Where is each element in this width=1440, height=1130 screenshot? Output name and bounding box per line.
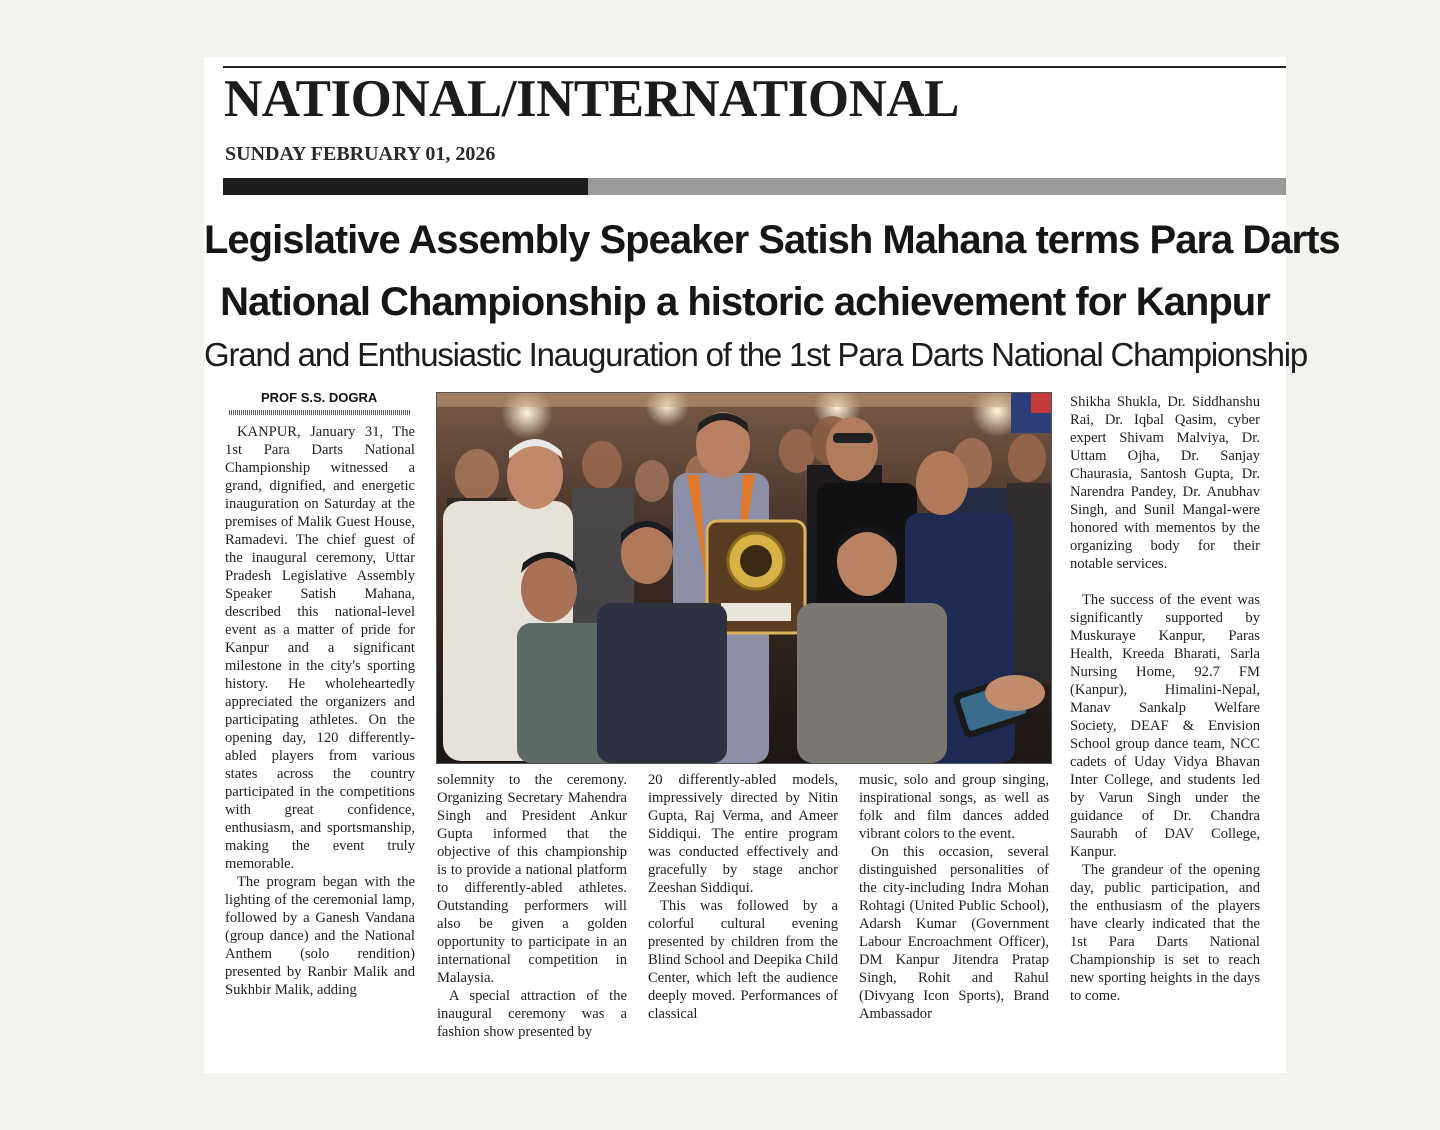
- header-band-gray: [588, 178, 1286, 195]
- paragraph: solemnity to the ceremony. Organizing Secretary Mahendra Singh and President Ankur Gupta informed that the objective of this championship is to provide a national platform to differently-abled athletes. Outstanding performers will also be given a golden opportunity to participate in an international competition in Malaysia.: [437, 772, 627, 986]
- headline-line-1: Legislative Assembly Speaker Satish Mahana terms Para Darts: [204, 218, 1340, 262]
- column-5: [1070, 393, 1260, 1005]
- byline-rule: [229, 410, 411, 415]
- paragraph: On this occasion, several distinguished personalities of the city-including Indra Mohan Rohtagi (United Public School), Adarsh Kumar (Government Labour Encroachment Officer), DM Kanpur Jitendra Pratap Singh, Rohit and Rahul (Divyang Icon Sports), Brand Ambassador: [859, 844, 1049, 1022]
- top-rule: [223, 66, 1286, 68]
- header-band-dark: [223, 178, 588, 195]
- paragraph: The program began with the lighting of the ceremonial lamp, followed by a Ganesh Vandana (group dance) and the National Anthem (solo rendition) presented by Ranbir Malik and Sukhbir Malik, adding: [225, 874, 415, 998]
- paragraph: Shikha Shukla, Dr. Siddhanshu Rai, Dr. Iqbal Qasim, cyber expert Shivam Malviya, Dr. Uttam Ojha, Dr. Sanjay Chaurasia, Santosh Gupta, Dr. Narendra Pandey, Dr. Anubhav Singh, and Sunil Mangal-were honored with mementos by the organizing body for their notable services.: [1070, 394, 1260, 572]
- photo-illustration: [437, 393, 1051, 763]
- paragraph: The grandeur of the opening day, public participation, and the enthusiasm of the players have clearly indicated that the 1st Para Darts National Championship is set to reach new sporting heights in the days to come.: [1070, 862, 1260, 1004]
- article-photo: [436, 392, 1052, 764]
- column-2: [437, 771, 627, 1041]
- column-1: [225, 423, 415, 999]
- column-3: [648, 771, 838, 1023]
- newspaper-page: [204, 57, 1340, 1073]
- byline: PROF S.S. DOGRA: [261, 390, 378, 405]
- subheadline: Grand and Enthusiastic Inauguration of the 1st Para Darts National Championship: [204, 336, 1308, 373]
- paragraph: A special attraction of the inaugural ceremony was a fashion show presented by: [437, 988, 627, 1040]
- issue-date: SUNDAY FEBRUARY 01, 2026: [225, 143, 496, 165]
- paragraph: music, solo and group singing, inspirational songs, as well as folk and film dances added vibrant colors to the event.: [859, 772, 1049, 842]
- paragraph: This was followed by a colorful cultural evening presented by children from the Blind School and Deepika Child Center, which left the audience deeply moved. Performances of classical: [648, 898, 838, 1022]
- section-title: NATIONAL/INTERNATIONAL: [224, 70, 960, 128]
- headline: [204, 209, 1340, 333]
- paragraph: The success of the event was significantly supported by Muskuraye Kanpur, Paras Health, Kreeda Bharati, Sarla Nursing Home, 92.7 FM (Kanpur), Himalini-Nepal, Manav Sankalp Welfare Society, DEAF & Envision School group dance team, NCC cadets of Uday Vidya Bhavan Inter College, and students led by Varun Singh under the guidance of Dr. Chandra Saurabh of DAV College, Kanpur.: [1070, 592, 1260, 860]
- headline-line-2: National Championship a historic achievement for Kanpur: [220, 280, 1270, 324]
- column-4: [859, 771, 1049, 1023]
- paragraph: KANPUR, January 31, The 1st Para Darts National Championship witnessed a grand, dignified, and energetic inauguration on Saturday at the premises of Malik Guest House, Ramadevi. The chief guest of the inaugural ceremony, Uttar Pradesh Legislative Assembly Speaker Satish Mahana, described this national-level event as a matter of pride for Kanpur and a significant milestone in the city's sporting history. He wholeheartedly appreciated the organizers and participating athletes. On the opening day, 120 differently-abled players from various states across the country participated in the competitions with great confidence, enthusiasm, and sportsmanship, making the event truly memorable.: [225, 424, 415, 872]
- paragraph: 20 differently-abled models, impressively directed by Nitin Gupta, Raj Verma, and Ameer Siddiqui. The entire program was conducted effectively and gracefully by stage anchor Zeeshan Siddiqui.: [648, 772, 838, 896]
